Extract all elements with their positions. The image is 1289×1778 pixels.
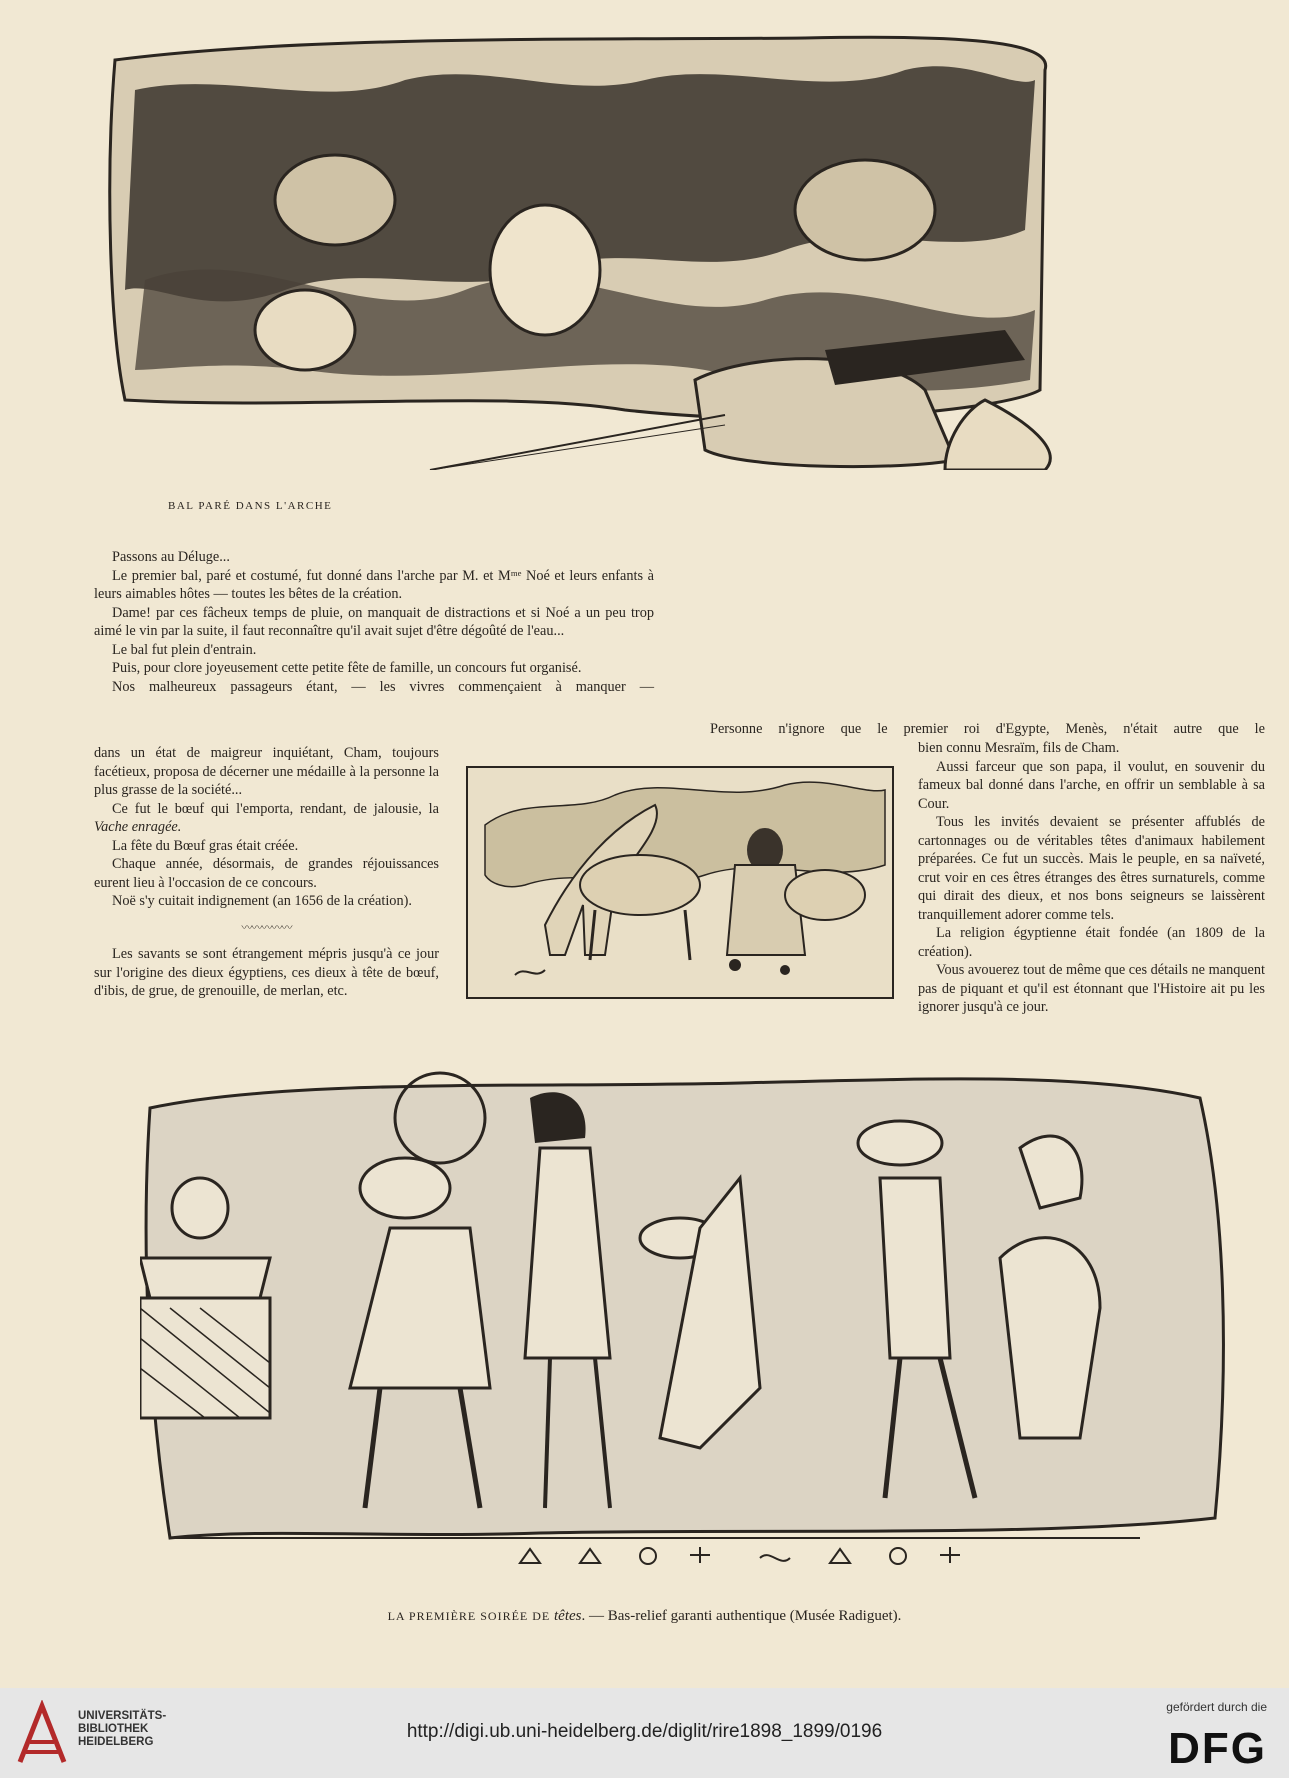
paragraph: Les savants se sont étrangement mépris jusqu'à ce jour sur l'origine des dieux égyptiens, ces dieux à tête de bœuf, d'ibis, de grue, de grenouille, de merlan, etc. (94, 946, 439, 999)
caption-italic: têtes (554, 1608, 582, 1624)
funded-by-label: gefördert durch die (1166, 1700, 1267, 1714)
caption-smallcaps: LA PREMIÈRE SOIRÉE DE (387, 1609, 551, 1623)
source-url-link[interactable]: http://digi.ub.uni-heidelberg.de/diglit/rire1898_1899/0196 (406, 1721, 883, 1742)
uni-line: BIBLIOTHEK (78, 1723, 149, 1735)
paragraph: Chaque année, désormais, de grandes réjouissances eurent lieu à l'occasion de ce concours. (94, 856, 439, 891)
caption-rest: . — Bas-relief garanti authentique (Musée Radiguet). (581, 1608, 902, 1624)
uni-line: UNIVERSITÄTS- (78, 1710, 167, 1722)
paragraph: Aussi farceur que son papa, il voulut, en souvenir du fameux bal donné dans l'arche, en offrir un semblable à sa Cour. (918, 758, 1265, 812)
left-intro-text (94, 548, 654, 696)
paragraph: Le bal fut plein d'entrain. (112, 641, 257, 658)
footer-bar (0, 1688, 1289, 1778)
paragraph: Noë s'y cuitait indignement (an 1656 de la création). (112, 893, 412, 909)
paragraph-text: Ce fut le bœuf qui l'emporta, rendant, de jalousie, la (112, 800, 439, 817)
uni-line: HEIDELBERG (78, 1736, 154, 1748)
italic-title: Vache enragée. (94, 819, 182, 835)
dfg-logo: DFG (1168, 1724, 1267, 1773)
paragraph: La religion égyptienne était fondée (an 1809 de la création). (918, 925, 1265, 960)
paragraph: Dame! par ces fâcheux temps de pluie, on manquait de distractions et si Noé a un peu trop aimé le vin par la suite, il faut reconnaître qu'il avait sujet d'être dégoûté de l'eau... (94, 604, 654, 639)
egyptian-bas-relief-illustration (140, 1058, 1235, 1593)
top-caption: BAL PARÉ DANS L'ARCHE (168, 500, 333, 512)
ark-ball-illustration (105, 30, 1260, 470)
bottom-caption (0, 1608, 1289, 1625)
paragraph (94, 800, 439, 837)
section-ornament: 〰〰〰〰〰 (241, 921, 292, 934)
paragraph: Vous avouerez tout de même que ces détails ne manquent pas de piquant et qu'il est étonnant que l'Histoire ait pu les ignorer jusqu'à ce jour. (918, 962, 1265, 1015)
paragraph: dans un état de maigreur inquiétant, Cham, toujours facétieux, proposa de décerner une médaille à la personne la plus grasse de la société... (94, 745, 439, 798)
paragraph: Passons au Déluge... (112, 549, 230, 565)
paragraph: Tous les invités devaient se présenter affublés de cartonnages ou de véritables têtes d'animaux habilement préparées. Ce fut un succès. Mais le peuple, en sa naïveté, crut voir en ces êtres étranges des êtres surnaturels, comme qui dirait des dieux, et nos bons seigneurs se laissèrent tranquillement adorer comme tels. (918, 814, 1265, 923)
paragraph: Personne n'ignore que le premier roi d'Egypte, Menès, n'était autre que le (710, 721, 1265, 737)
right-top-text (710, 720, 1265, 739)
paragraph: La fête du Bœuf gras était créée. (112, 837, 299, 854)
paragraph: Le premier bal, paré et costumé, fut donné dans l'arche par M. et Mᵐᵉ Noé et leurs enfants à leurs aimables hôtes — toutes les bêtes de la création. (94, 567, 654, 602)
paragraph: Puis, pour clore joyeusement cette petite fête de famille, un concours fut organisé. (112, 660, 582, 676)
paragraph: Nos malheureux passageurs étant, — les vivres commençaient à manquer — (112, 678, 654, 695)
paragraph: bien connu Mesraïm, fils de Cham. (918, 740, 1120, 756)
right-column-text (918, 739, 1265, 1017)
noah-animals-illustration (465, 765, 895, 1000)
left-column-text (94, 744, 439, 1001)
